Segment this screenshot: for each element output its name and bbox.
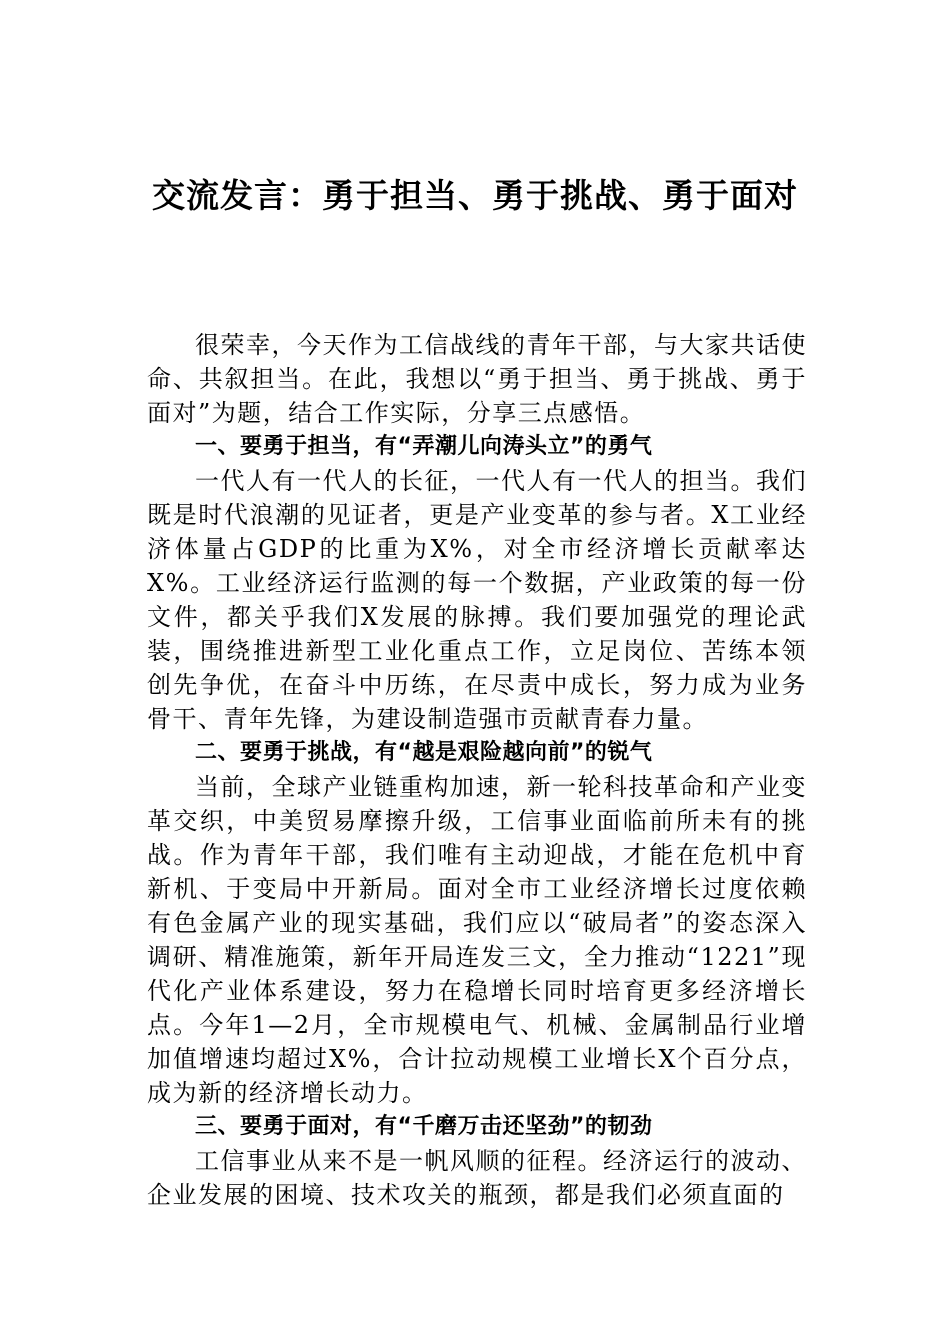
section-3-heading: 三、要勇于面对，有“千磨万击还坚劲”的韧劲 [195,1114,653,1139]
section-2-heading: 二、要勇于挑战，有“越是艰险越向前”的锐气 [195,740,653,765]
section-1-heading: 一、要勇于担当，有“弄潮儿向涛头立”的勇气 [195,434,653,459]
section-1-paragraph: 一代人有一代人的长征，一代人有一代人的担当。我们既是时代浪潮的见证者，更是产业变革的参与者。X工业经济体量占GDP的比重为X%，对全市经济增长贡献率达X%。工业经济运行监测的每一个数据，产业政策的每一份文件，都关乎我们X发展的脉搏。我们要加强党的理论武装，围绕推进新型工业化重点工作，立足岗位、苦练本领创先争优，在奋斗中历练，在尽责中成长，努力成为业务骨干、青年先锋，为建设制造强市贡献青春力量。 [147,467,807,733]
section-2-paragraph: 当前，全球产业链重构加速，新一轮科技革命和产业变革交织，中美贸易摩擦升级，工信事业面临前所未有的挑战。作为青年干部，我们唯有主动迎战，才能在危机中育新机、于变局中开新局。面对全市工业经济增长过度依赖有色金属产业的现实基础，我们应以“破局者”的姿态深入调研、精准施策，新年开局连发三文，全力推动“1221”现代化产业体系建设，努力在稳增长同时培育更多经济增长点。今年1—2月，全市规模电气、机械、金属制品行业增加值增速均超过X%，合计拉动规模工业增长X个百分点，成为新的经济增长动力。 [147,773,807,1107]
document-body [147,328,807,1212]
intro-paragraph: 很荣幸，今天作为工信战线的青年干部，与大家共话使命、共叙担当。在此，我想以“勇于担当、勇于挑战、勇于面对”为题，结合工作实际，分享三点感悟。 [147,331,807,427]
section-3-paragraph: 工信事业从来不是一帆风顺的征程。经济运行的波动、企业发展的困境、技术攻关的瓶颈，都是我们必须直面的 [147,1147,807,1209]
document-title: 交流发言：勇于担当、勇于挑战、勇于面对 [152,176,798,215]
